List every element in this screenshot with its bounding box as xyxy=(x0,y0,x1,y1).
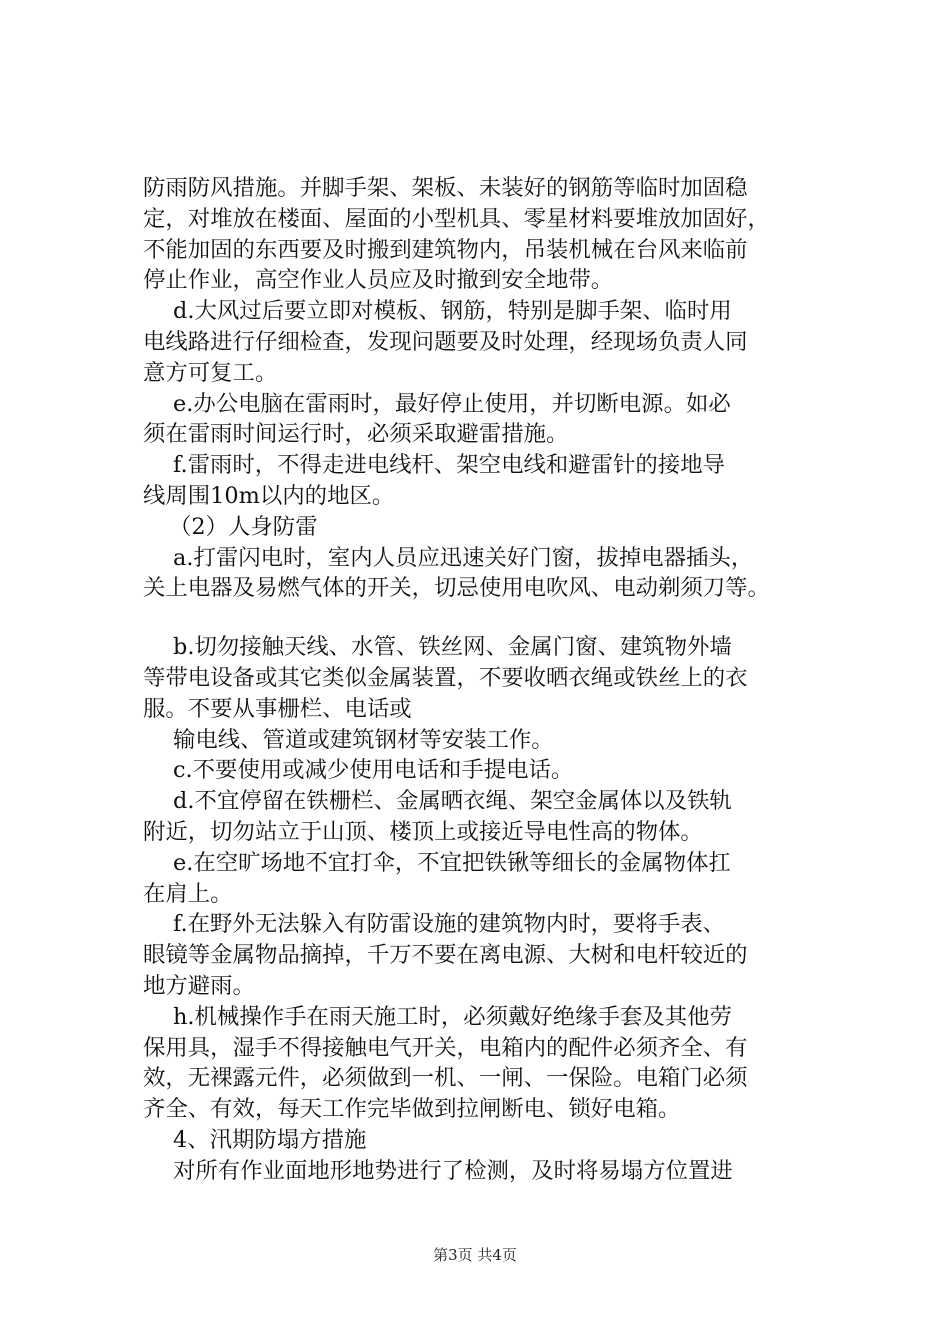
text-line: 定，对堆放在楼面、屋面的小型机具、零星材料要堆放加固好， xyxy=(143,205,770,232)
section-heading: 4、汛期防塌方措施 xyxy=(173,1126,367,1153)
text-line: 附近，切勿站立于山顶、楼顶上或接近导电性高的物体。 xyxy=(143,818,703,845)
text-line: 不能加固的东西要及时搬到建筑物内，吊装机械在台风来临前 xyxy=(143,236,748,263)
text-line: c.不要使用或减少使用电话和手提电话。 xyxy=(173,757,574,784)
text-line: d.大风过后要立即对模板、钢筋，特别是脚手架、临时用 xyxy=(173,298,732,325)
text-line: d.不宜停留在铁栅栏、金属晒衣绳、架空金属体以及铁轨 xyxy=(173,788,732,815)
text-line: h.机械操作手在雨天施工时，必须戴好绝缘手套及其他劳 xyxy=(173,1003,732,1030)
text-line: 齐全、有效，每天工作完毕做到拉闸断电、锁好电箱。 xyxy=(143,1096,681,1123)
text-line: 关上电器及易燃气体的开关，切忌使用电吹风、电动剃须刀等。 xyxy=(143,575,770,602)
text-line: 效，无裸露元件，必须做到一机、一闸、一保险。电箱门必须 xyxy=(143,1065,748,1092)
page-number: 第3页 共4页 xyxy=(433,1246,517,1264)
text-line: 对所有作业面地形地势进行了检测，及时将易塌方位置进 xyxy=(173,1157,733,1184)
section-heading: （2）人身防雷 xyxy=(169,513,318,540)
text-line: 地方避雨。 xyxy=(143,972,255,999)
text-line: 等带电设备或其它类似金属装置，不要收晒衣绳或铁丝上的衣 xyxy=(143,664,748,691)
text-line: 输电线、管道或建筑钢材等安装工作。 xyxy=(173,726,554,753)
text-line: 意方可复工。 xyxy=(143,359,278,386)
text-line: f.在野外无法躲入有防雷设施的建筑物内时，要将手表、 xyxy=(173,911,725,938)
body-text xyxy=(143,173,843,1187)
text-line: e.在空旷场地不宜打伞，不宜把铁锹等细长的金属物体扛 xyxy=(173,849,731,876)
text-line: 须在雷雨时间运行时，必须采取避雷措施。 xyxy=(143,421,569,448)
text-line: 线周围10m以内的地区。 xyxy=(143,482,395,509)
paragraph-gap xyxy=(143,604,843,632)
text-line: 防雨防风措施。并脚手架、架板、未装好的钢筋等临时加固稳 xyxy=(143,175,748,201)
text-line: f.雷雨时，不得走进电线杆、架空电线和避雷针的接地导 xyxy=(173,452,725,479)
text-line: 停止作业，高空作业人员应及时撤到安全地带。 xyxy=(143,267,614,294)
text-line: b.切勿接触天线、水管、铁丝网、金属门窗、建筑物外墙 xyxy=(173,634,732,661)
page-footer xyxy=(0,1245,950,1265)
text-line: 服。不要从事栅栏、电话或 xyxy=(143,695,412,722)
text-line: 眼镜等金属物品摘掉，千万不要在离电源、大树和电杆较近的 xyxy=(143,942,748,969)
text-line: e.办公电脑在雷雨时，最好停止使用，并切断电源。如必 xyxy=(173,390,731,417)
text-line: a.打雷闪电时，室内人员应迅速关好门窗，拔掉电器插头， xyxy=(173,544,754,571)
text-line: 在肩上。 xyxy=(143,880,233,907)
text-line: 电线路进行仔细检查，发现问题要及时处理，经现场负责人同 xyxy=(143,328,748,355)
text-line: 保用具，湿手不得接触电气开关，电箱内的配件必须齐全、有 xyxy=(143,1034,748,1061)
